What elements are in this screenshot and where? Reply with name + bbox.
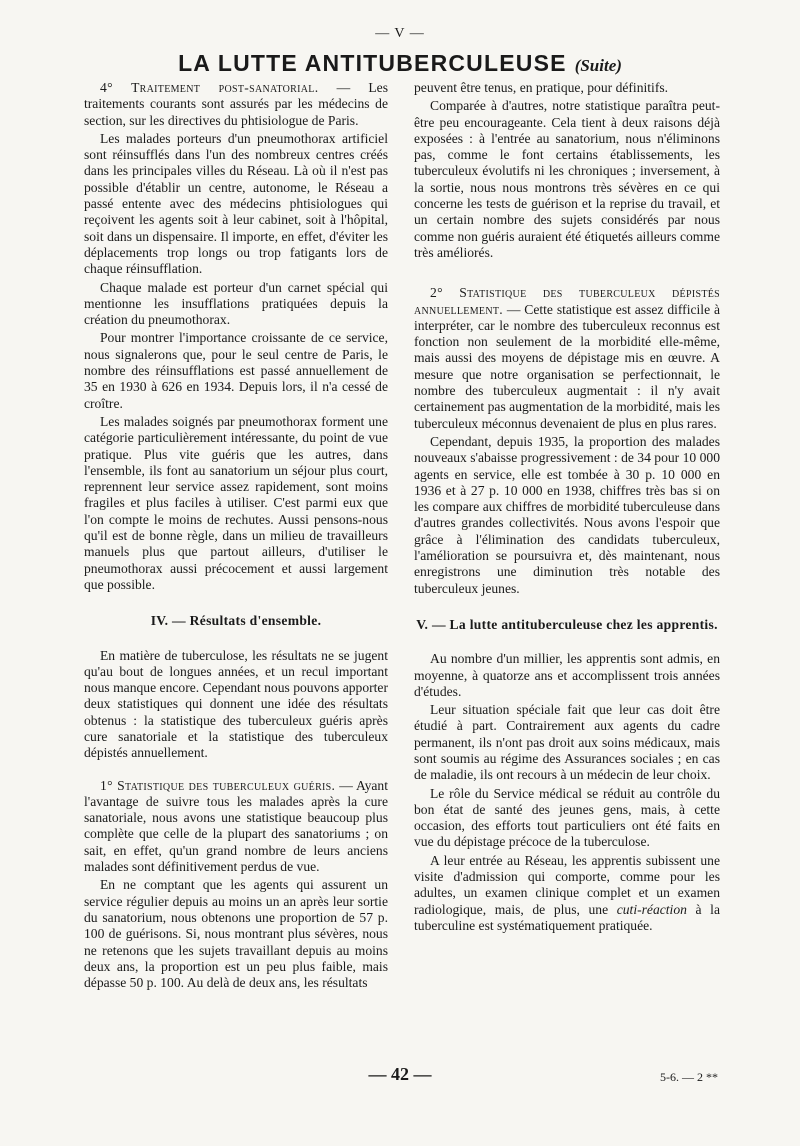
paragraph: Leur situation spéciale fait que leur cas doit être étudié à part. Contrairement aux agents du cadre permanent, ils n'ont pas droit aux soins médicaux, mais sont soumis au régime des Assurances sociales ; en cas de maladie, ils ont recours à un médecin de leur choix. [414, 702, 720, 783]
paragraph: A leur entrée au Réseau, les apprentis subissent une visite d'admission qui comporte, comme pour les adultes, un examen clinique complet et un examen radiologique, mais, de plus, une cuti-réaction à la tuberculine est systématiquement pratiquée. [414, 852, 720, 933]
paragraph: En ne comptant que les agents qui assurent un service régulier depuis au moins un an après leur sortie du sanatorium, nous obtenons une proportion de 57 p. 100 de guérisons. Si, nous montrant plus sévères, nous ne retenons que les sujets travaillant depuis au moins deux ans, la proportion est un peu plus faible, mais dépasse 50 p. 100. Au delà de deux ans, les résultats [84, 877, 388, 991]
subsection-lead: 2° Statistique des tuberculeux dépistés annuellement. [414, 285, 720, 317]
paragraph: Comparée à d'autres, notre statistique paraîtra peut-être peu encourageante. Cela tient à deux raisons déjà exposées : à l'entrée au sanatorium, nous n'éliminons pas, comme le font certains établissements, les tuberculeux évolutifs ni les chroniques ; inversement, à la sortie, nous nous montrons très sévères en ce qui concerne les tests de guérison et la reprise du travail, et un certain nombre des sujets considérés par nous comme non guéris auraient été étiquetés ailleurs comme très améliorés. [414, 98, 720, 260]
footer-page-number: — 42 — [368, 1064, 432, 1084]
subsection-lead: 1° Statistique des tuberculeux guéris. [100, 777, 336, 793]
paragraph: 2° Statistique des tuberculeux dépistés annuellement. — Cette statistique est assez difficile à interpréter, car le nombre des tuberculeux reconnus est fonction non seulement de la morbidité elle-même, mais aussi des moyens de dépistage mis en œuvre. A mesure que notre organisation se perfectionnait, le nombre des tuberculeux augmentait : il n'y avait certainement pas augmentation de la morbidité, mais les tuberculeux méconnus devenaient de plus en plus rares. [414, 285, 720, 431]
subsection-lead: 4° Traitement post-sanatorial. [100, 80, 319, 95]
paragraph: 4° Traitement post-sanatorial. — Les traitements courants sont assurés par les médecins de section, sur les directives du phtisiologue de Paris. [84, 80, 388, 128]
paragraph: Les malades soignés par pneumothorax forment une catégorie particulièrement intéressante, du point de vue pratique. Plus vite guéris que les autres, dans l'ensemble, ils font au sanatorium un séjour plus court, reprennent leur service assez rapidement, sont moins fragiles et plus faciles à utiliser. C'est parmi eux que l'on compte le moins de rechutes. Aussi pensons-nous qu'il est de bonne règle, dans un milieu de travailleurs manuels plus que partout ailleurs, d'utiliser le pneumothorax aussi précocement et aussi largement que possible. [84, 413, 388, 592]
paragraph: Le rôle du Service médical se réduit au contrôle du bon état de santé des jeunes gens, mais, à cette occasion, des efforts tout particuliers ont été faits en vue du dépistage précoce de la tuberculose. [414, 785, 720, 850]
paragraph: 1° Statistique des tuberculeux guéris. — Ayant l'avantage de suivre tous les malades après la cure sanatoriale, nous avons une statistique beaucoup plus complète que celle de la plupart des sanatoriums ; on sait, en effet, qu'un grand nombre de leurs anciens malades sont définitivement perdus de vue. [84, 777, 388, 875]
left-column [84, 80, 388, 1060]
paragraph: Les malades porteurs d'un pneumothorax artificiel sont réinsufflés dans l'un des nombreux centres créés dans les principales villes du Réseau. Là où il n'est pas possible d'établir un centre, autonome, le Réseau a passé entente avec des médecins phtisiologues qui reçoivent les agents soit à leur cabinet, soit à l'hôpital, soit dans un dispensaire. Il importe, en effet, d'éviter les déplacements trop longs ou trop fatigants lors de chaque réinsufflation. [84, 130, 388, 277]
section-heading-v: V. — La lutte antituberculeuse chez les apprentis. [416, 616, 718, 632]
paragraph: En matière de tuberculose, les résultats ne se jugent qu'au bout de longues années, et un recul important nous manque encore. Cependant nous pouvons apporter deux statistiques qui donnent une idée des résultats obtenus : la statistique des tuberculeux guéris après cure sanatoriale et la statistique des tuberculeux dépistés annuellement. [84, 647, 388, 761]
paragraph: Au nombre d'un millier, les apprentis sont admis, en moyenne, à quatorze ans et accomplissent trois années d'études. [414, 651, 720, 699]
paragraph: Cependant, depuis 1935, la proportion des malades nouveaux s'abaisse progressivement : de 34 pour 10 000 agents en service, elle est tombée à 30 p. 10 000 en 1936 et à 27 p. 10 000 en 1938, chiffres très bas si on les compare aux chiffres de morbidité tuberculeuse dans d'autres grandes collectivités. Nous avons l'espoir que grâce à l'élimination des candidats tuberculeux, l'amélioration se poursuivra et, dès maintenant, nous enregistrons une diminution très notable des tuberculeux jeunes. [414, 433, 720, 596]
roman-page-number: — V — [375, 26, 425, 41]
title-main: LA LUTTE ANTITUBERCULEUSE [178, 50, 567, 76]
paragraph: Pour montrer l'importance croissante de ce service, nous signalerons que, pour le seul centre de Paris, le nombre des réinsufflations est passé annuellement de 35 en 1930 à 626 en 1934. Depuis lors, il n'a cessé de croître. [84, 330, 388, 411]
title-suffix: (Suite) [574, 56, 622, 75]
paragraph: Chaque malade est porteur d'un carnet spécial qui mentionne les insufflations pratiquées depuis la création du pneumothorax. [84, 279, 388, 328]
page-title [0, 50, 800, 77]
right-column [414, 80, 720, 1060]
section-heading-iv: IV. — Résultats d'ensemble. [150, 613, 322, 629]
footer-code: 5-6. — 2 ** [660, 1070, 718, 1084]
italic-term: cuti-réaction [616, 901, 687, 917]
paragraph: peuvent être tenus, en pratique, pour définitifs. [414, 80, 669, 95]
